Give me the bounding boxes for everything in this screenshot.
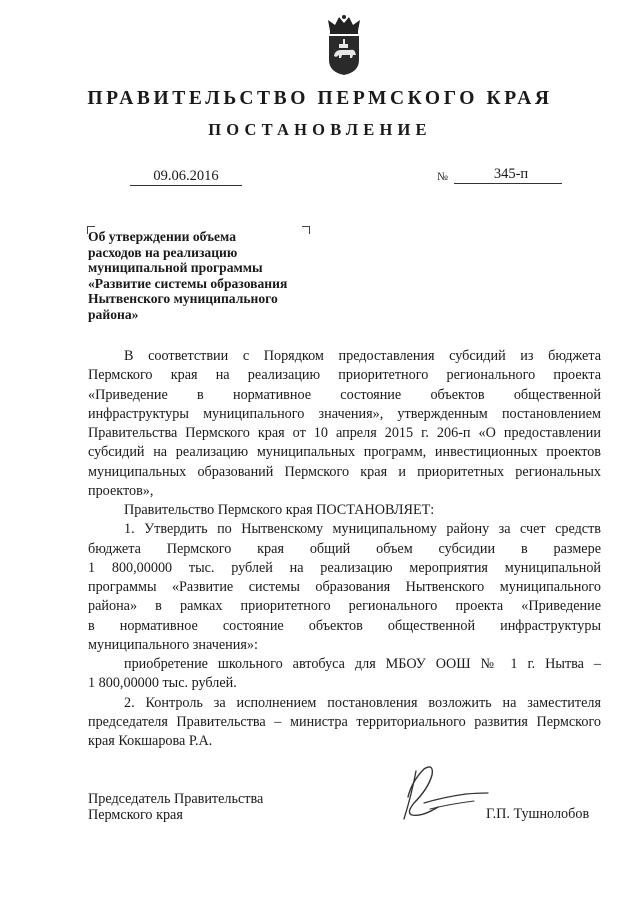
body-line: района» в рамках приоритетного регионального проекта «Приведение	[88, 598, 601, 615]
body-line: края Кокшарова Р.А.	[88, 733, 213, 749]
body-line: 1 800,00000 тыс. рублей на реализацию мероприятия муниципальной	[88, 559, 601, 576]
subject-line: района»	[88, 306, 139, 322]
body-line: «Приведение в нормативное состояние объектов общественной	[88, 386, 601, 403]
body-line: 2. Контроль за исполнением постановления возложить на заместителя	[124, 694, 601, 711]
decree-body	[88, 347, 601, 751]
signatory-title-line: Председатель Правительства	[88, 791, 264, 807]
body-line: Правительства Пермского края от 10 апреля 2015 г. 206-п «О предоставлении	[88, 425, 601, 441]
decree-date: 09.06.2016	[130, 168, 242, 186]
body-line: в нормативное состояние объектов общественной инфраструктуры	[88, 617, 601, 634]
body-line: субсидий на реализацию муниципальных программ, инвестиционных проектов	[88, 444, 601, 461]
subject-line: Об утверждении объема	[88, 229, 237, 244]
handwritten-signature	[394, 763, 494, 825]
body-line: Правительство Пермского края ПОСТАНОВЛЯЕТ:	[124, 502, 435, 518]
body-line: приобретение школьного автобуса для МБОУ ООШ № 1 г. Нытва –	[124, 656, 601, 672]
body-line: В соответствии с Порядком предоставления субсидий из бюджета	[124, 348, 601, 364]
subject-line: расходов на реализацию	[88, 244, 238, 260]
subject-line: Нытвенского муниципального	[88, 291, 278, 307]
body-line: 1. Утвердить по Нытвенскому муниципальному району за счет средств	[124, 521, 601, 538]
subject-line: «Развитие системы образования	[88, 275, 288, 291]
body-line: Пермского края на реализацию приоритетного регионального проекта	[88, 367, 601, 384]
body-line: муниципальных образований Пермского края и приоритетных региональных	[88, 463, 601, 480]
signatory-name: Г.П. Тушнолобов	[486, 806, 590, 822]
decree-number: 345-п	[454, 166, 562, 184]
number-sign: №	[437, 171, 448, 183]
body-line: программы «Развитие системы образования Нытвенского муниципального	[88, 579, 601, 595]
signatory-title-line: Пермского края	[88, 806, 183, 823]
body-line: муниципального значения»:	[88, 636, 258, 653]
body-line: проектов»,	[88, 482, 154, 499]
government-title: ПРАВИТЕЛЬСТВО ПЕРМСКОГО КРАЯ	[87, 88, 553, 109]
body-line: инфраструктуры муниципального значения», утвержденным постановлением	[88, 405, 601, 422]
subject-line: муниципальной программы	[88, 260, 263, 276]
coat-of-arms-icon	[325, 14, 363, 76]
document-type: ПОСТАНОВЛЕНИЕ	[208, 120, 432, 139]
body-line: 1 800,00000 тыс. рублей.	[88, 675, 237, 692]
signatory-title	[88, 792, 263, 823]
body-line: председателя Правительства – министра территориального развития Пермского	[88, 713, 601, 730]
body-line: бюджета Пермского края общий объем субсидии в размере	[88, 540, 601, 557]
decree-subject	[88, 229, 328, 323]
